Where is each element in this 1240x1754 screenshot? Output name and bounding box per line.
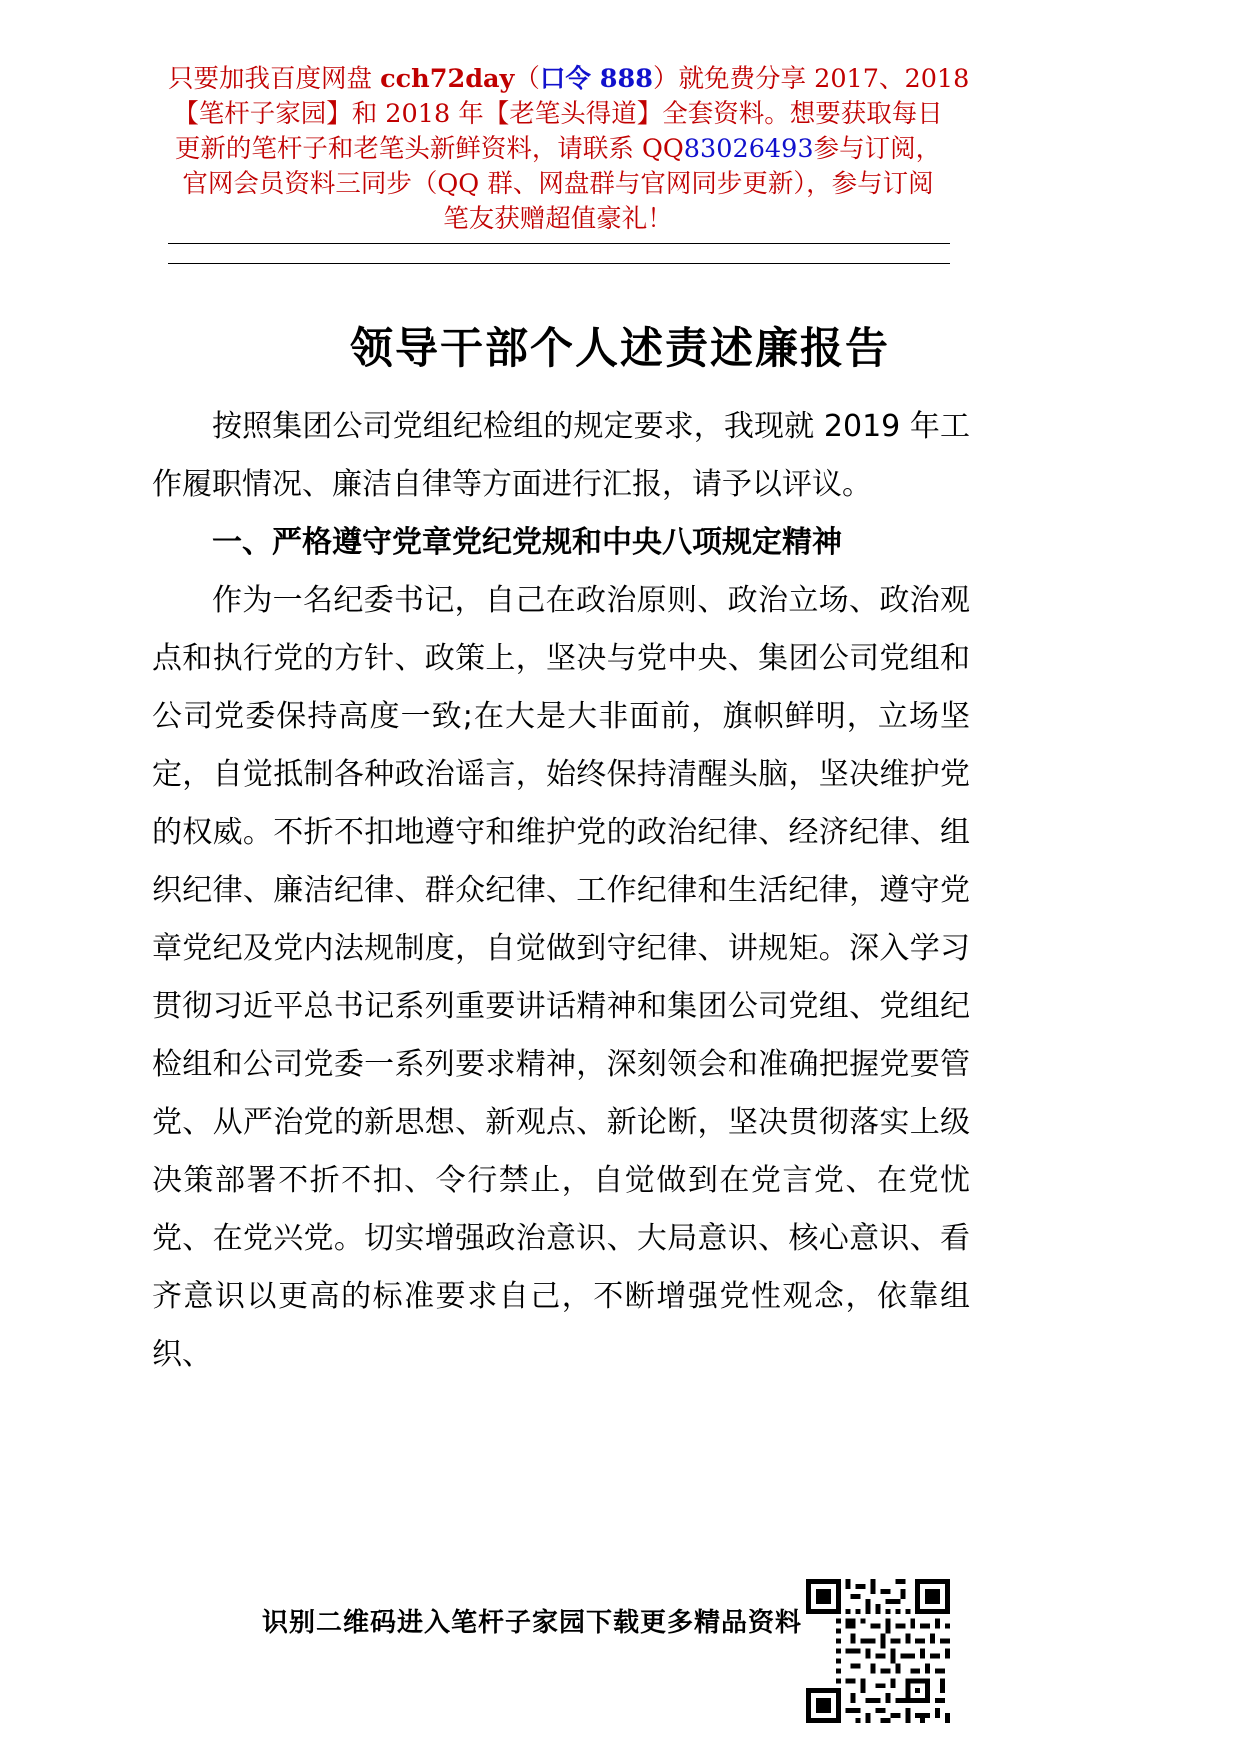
promo-text-segment: 更新的笔杆子和老笔头新鲜资料，请联系 QQ [174, 134, 684, 164]
promo-text-segment: 参与订阅， [813, 134, 942, 164]
promo-text-segment: 只要加我百度网盘 [168, 64, 381, 94]
section-heading-1: 一、严格遵守党章党纪党规和中央八项规定精神 [212, 525, 842, 560]
promo-line-5 [168, 202, 948, 237]
promo-text-segment: 官网会员资料三同步（QQ 群、网盘群与官网同步更新），参与订阅 [182, 169, 934, 199]
promo-text-segment: （ [514, 64, 540, 94]
promo-line-3 [168, 132, 948, 167]
page-footer [0, 1596, 1240, 1716]
divider-line-bottom [168, 263, 950, 264]
body-paragraph-2: 作为一名纪委书记，自己在政治原则、政治立场、政治观点和执行党的方针、政策上，坚决与党中央、集团公司党组和公司党委保持高度一致;在大是大非面前，旗帜鲜明，立场坚定，自觉抵制各种政治谣言，始终保持清醒头脑，坚决维护党的权威。不折不扣地遵守和维护党的政治纪律、经济纪律、组织纪律、廉洁纪律、群众纪律、工作纪律和生活纪律，遵守党章党纪及党内法规制度，自觉做到守纪律、讲规矩。深入学习贯彻习近平总书记系列重要讲话精神和集团公司党组、党组纪检组和公司党委一系列要求精神，深刻领会和准确把握党要管党、从严治党的新思想、新观点、新论断，坚决贯彻落实上级决策部署不折不扣、令行禁止，自觉做到在党言党、在党忧党、在党兴党。切实增强政治意识、大局意识、核心意识、看齐意识以更高的标准要求自己，不断增强党性观念，依靠组织、 [152, 583, 970, 1372]
promo-text-segment: ）就免费分享 2017、2018 [652, 64, 970, 94]
promo-line-1 [168, 62, 970, 97]
promo-text-segment: 【笔杆子家园】和 2018 年【老笔头得道】全套资料。想要获取每日 [173, 99, 943, 129]
promo-line-2 [168, 97, 948, 132]
promo-line-4 [168, 167, 948, 202]
promo-banner [168, 62, 970, 237]
promo-text-segment: 83026493 [683, 134, 814, 164]
document-body [152, 398, 970, 1384]
promo-text-segment: 笔友获赠超值豪礼！ [443, 204, 673, 234]
footer-caption: 识别二维码进入笔杆子家园下载更多精品资料 [261, 1608, 802, 1638]
page-title: 领导干部个人述责述廉报告 [350, 323, 890, 374]
body-paragraph-1: 按照集团公司党组纪检组的规定要求，我现就 2019 年工作履职情况、廉洁自律等方面进行汇报，请予以评议。 [152, 409, 970, 502]
promo-text-segment: 口令 888 [539, 64, 653, 94]
qr-code-icon [806, 1576, 950, 1726]
divider-line-top [168, 243, 950, 244]
promo-text-segment: cch72day [380, 64, 515, 94]
